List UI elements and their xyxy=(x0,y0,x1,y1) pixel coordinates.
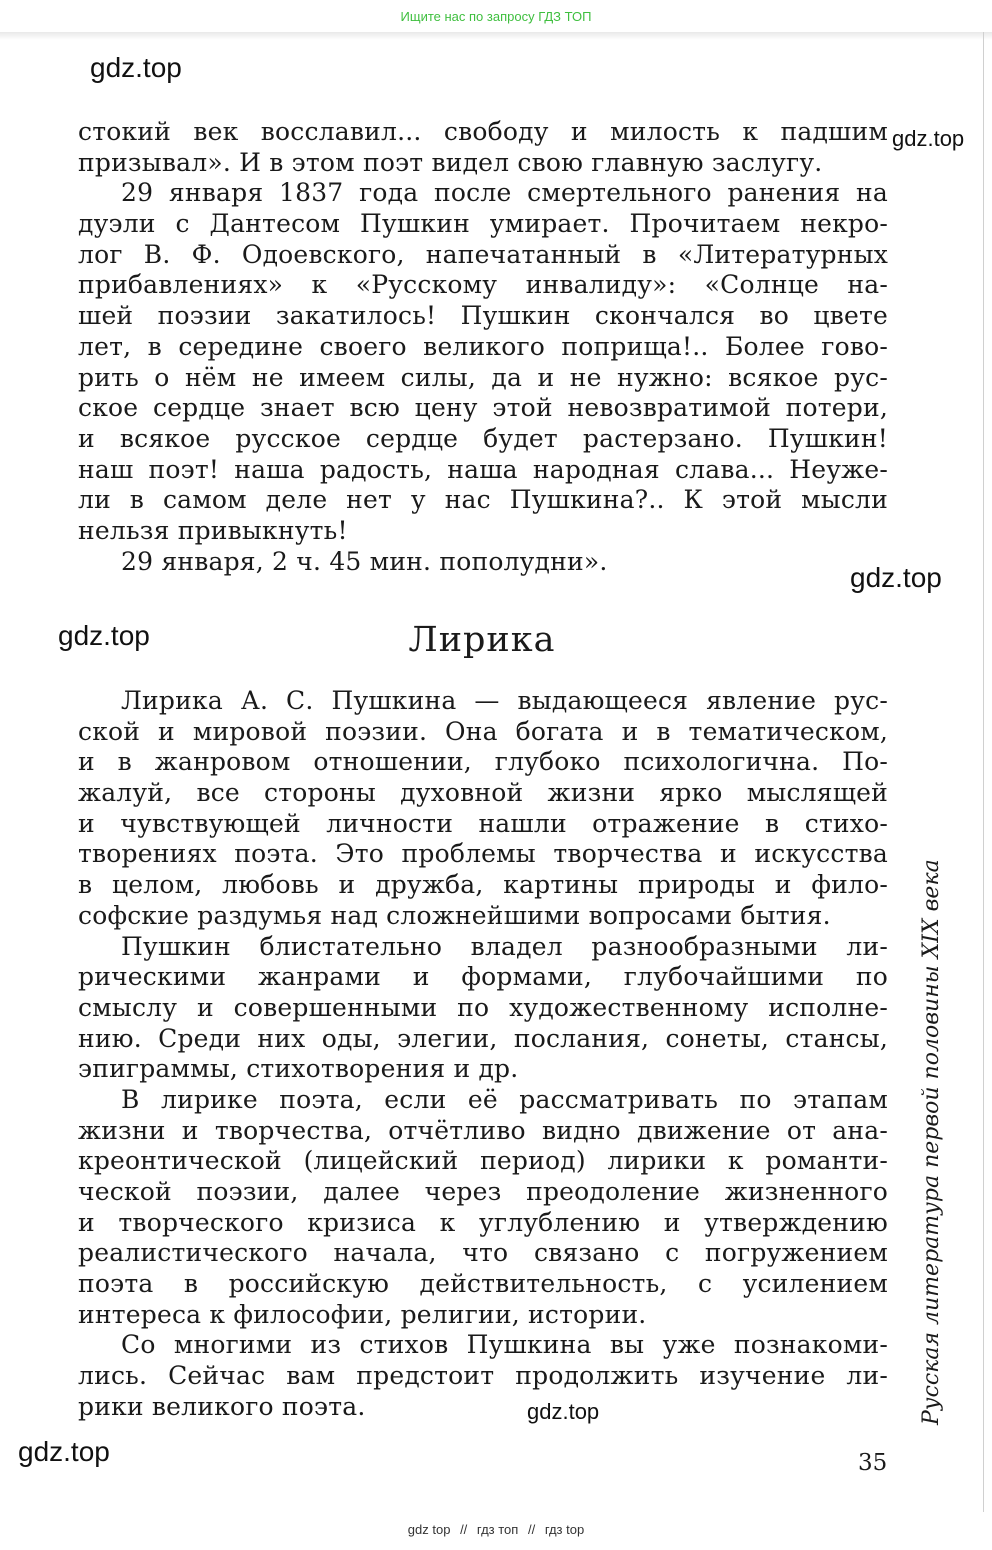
text-line: Пушкин блистательно владел разнообразными ли- xyxy=(121,931,888,961)
text-line: софские раздумья над сложнейшими вопросами бытия. xyxy=(78,900,831,930)
text-line: в целом, любовь и дружба, картины природы и фило- xyxy=(78,870,888,900)
text-line: рическими жанрами и формами, глубочайшими по xyxy=(78,962,888,992)
watermark: gdz.top xyxy=(892,126,965,151)
text-line: рить о нём не имеем силы, да и не нужно: всякое рус- xyxy=(78,362,888,392)
text-line: стокий век восславил... свободу и милость к падшим xyxy=(78,117,888,146)
watermark: gdz.top xyxy=(58,620,150,651)
text-line: творениях поэта. Это проблемы творчества и искусства xyxy=(78,839,888,869)
text-line: креонтической (лицейский период) лирики к романти- xyxy=(78,1146,888,1176)
text-line: нию. Среди них оды, элегии, послания, сонеты, стансы, xyxy=(78,1023,888,1053)
text-line: интереса к философии, религии, истории. xyxy=(78,1299,647,1329)
text-line: рики великого поэта. xyxy=(78,1391,366,1421)
text-line: поэта в российскую действительность, с усилением xyxy=(78,1269,888,1299)
text-line: Со многими из стихов Пушкина вы уже познакоми- xyxy=(121,1330,888,1360)
watermark: gdz.top xyxy=(18,1436,110,1467)
text-line: наш поэт! наша радость, наша народная слава... Неуже- xyxy=(78,454,888,484)
text-line: лись. Сейчас вам предстоит продолжить изучение ли- xyxy=(78,1361,888,1391)
top-banner[interactable] xyxy=(0,0,992,32)
footer-link[interactable]: гдз топ xyxy=(476,1522,519,1537)
watermark: gdz.top xyxy=(850,562,942,593)
text-line: реалистического начала, что связано с погружением xyxy=(78,1238,888,1268)
text-line: жалуй, все стороны духовной жизни ярко мыслящей xyxy=(78,778,888,808)
banner-shadow xyxy=(0,32,992,40)
text-line: дуэли с Дантесом Пушкин умирает. Прочитаем некро- xyxy=(78,209,888,239)
side-caption: Русская литература первой половины XIX века xyxy=(919,859,944,1425)
section-title xyxy=(0,620,992,660)
text-line: и в жанровом отношении, глубоко психологична. По- xyxy=(78,747,888,777)
intro-text xyxy=(78,117,888,577)
page-edge-line xyxy=(983,32,984,1512)
text-line: шей поэзии закатилось! Пушкин скончался во цвете xyxy=(78,301,888,331)
text-line: Лирика А. С. Пушкина — выдающееся явление рус- xyxy=(121,686,888,715)
text-line: прибавлениях» к «Русскому инвалиду»: «Солнце на- xyxy=(78,270,888,300)
watermark: gdz.top xyxy=(527,1399,600,1424)
text-line: смыслу и совершенными по художественному исполне- xyxy=(78,992,888,1022)
text-line: ли в самом деле нет у нас Пушкина?.. К этой мысли xyxy=(78,485,888,515)
text-line: 29 января 1837 года после смертельного ранения на xyxy=(121,178,888,208)
footer-separator: // xyxy=(527,1522,536,1537)
text-line: и всякое русское сердце будет растерзано. Пушкин! xyxy=(78,423,888,453)
text-line: призывал». И в этом поэт видел свою главную заслугу. xyxy=(78,147,823,177)
footer-link[interactable]: gdz top xyxy=(407,1522,451,1537)
text-line: лет, в середине своего великого поприща!.. Более гово- xyxy=(78,331,888,361)
watermark: gdz.top xyxy=(90,52,182,83)
text-line: В лирике поэта, если её рассматривать по этапам xyxy=(121,1084,888,1114)
text-line: ческой поэзии, далее через преодоление жизненного xyxy=(78,1177,888,1206)
text-line: и творческого кризиса к углублению и утверждению xyxy=(78,1207,888,1237)
page-number: 35 xyxy=(858,1450,888,1476)
text-line: 29 января, 2 ч. 45 мин. пополудни». xyxy=(121,546,608,576)
text-line: жизни и творчества, отчётливо видно движение от ана- xyxy=(78,1115,888,1145)
section-title-text: Лирика xyxy=(408,620,556,660)
text-line: лог В. Ф. Одоевского, напечатанный в «Литературных xyxy=(78,239,888,269)
text-line: нельзя привыкнуть! xyxy=(78,515,348,545)
footer-separator: // xyxy=(460,1522,468,1537)
footer-links xyxy=(0,1522,992,1537)
text-line: ское сердце знает всю цену этой невозвратимой потери, xyxy=(78,393,888,423)
text-line: и чувствующей личности нашли отражение в стихо- xyxy=(78,808,888,838)
text-line: эпиграммы, стихотворения и др. xyxy=(78,1054,519,1084)
footer-link[interactable]: гдз top xyxy=(544,1522,585,1537)
banner-text[interactable]: Ищите нас по запросу ГДЗ ТОП xyxy=(400,8,592,24)
text-line: ской и мировой поэзии. Она богата и в тематическом, xyxy=(78,716,888,746)
body-text xyxy=(78,686,888,1423)
